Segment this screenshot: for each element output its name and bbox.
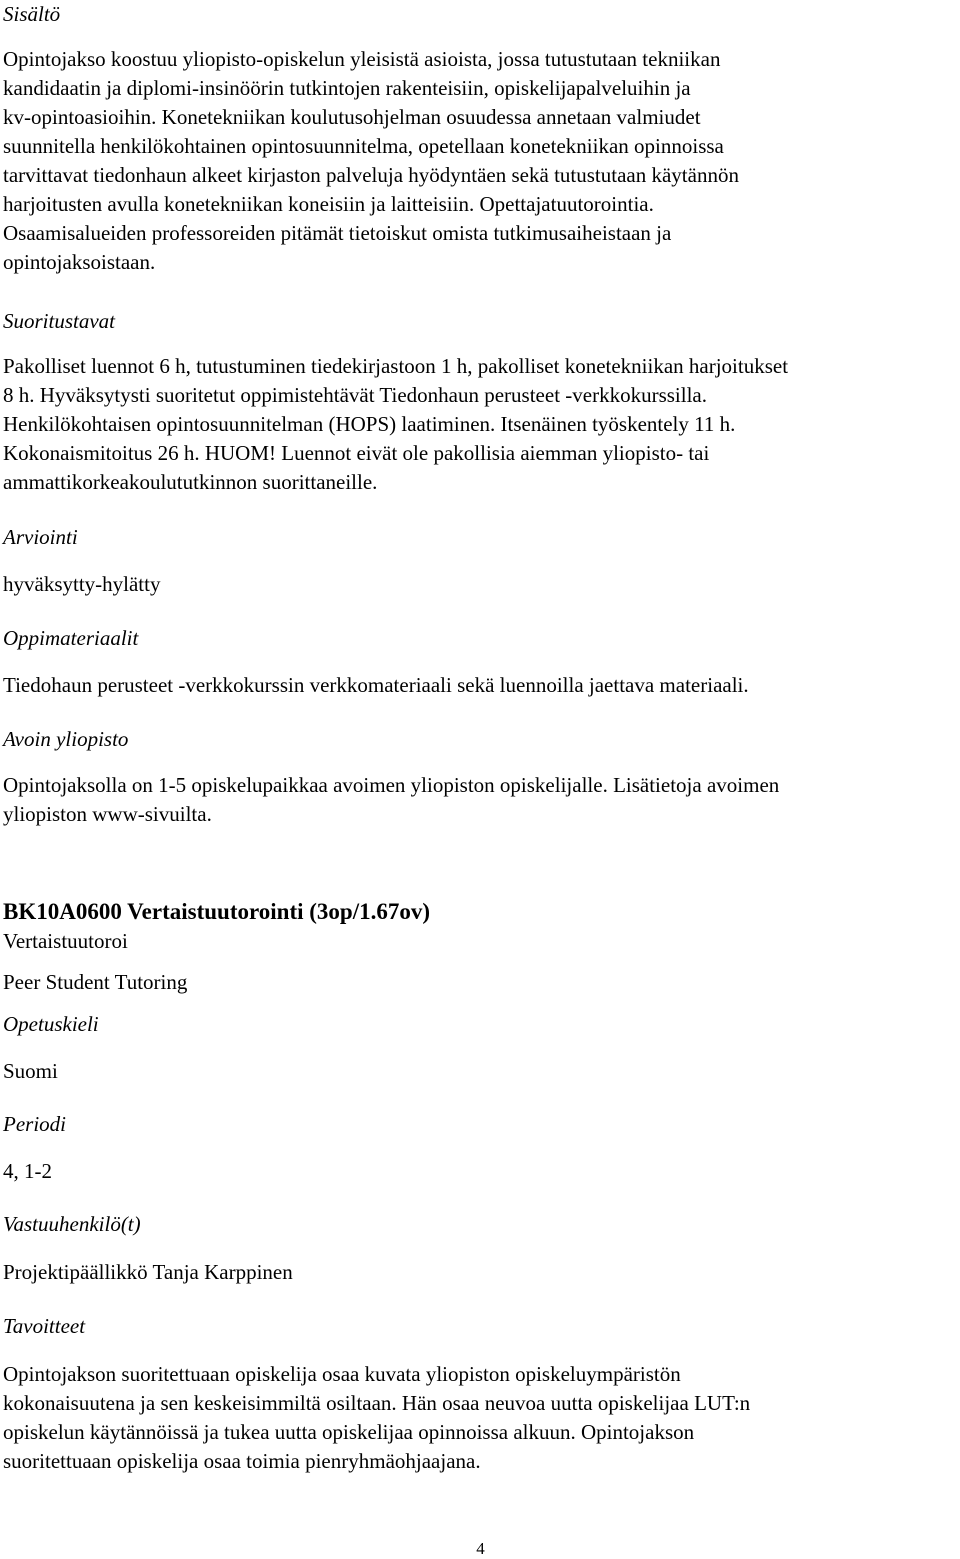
section-body-oppimateriaalit: Tiedohaun perusteet -verkkokurssin verkkomateriaali sekä luennoilla jaettava materiaali.	[3, 673, 749, 697]
text-line: Kokonaismitoitus 26 h. HUOM! Luennot eivät ole pakollisia aiemman yliopisto- tai	[3, 441, 710, 465]
text-line: suunnitella henkilökohtainen opintosuunnitelma, opetellaan konetekniikan opinnoissa	[3, 134, 724, 158]
section-heading-periodi: Periodi	[3, 1112, 66, 1136]
section-body-opetuskieli: Suomi	[3, 1059, 58, 1083]
text-line: Opintojakso koostuu yliopisto-opiskelun yleisistä asioista, jossa tutustutaan tekniikan	[3, 47, 721, 71]
text-line: Opintojaksolla on 1-5 opiskelupaikkaa avoimen yliopiston opiskelijalle. Lisätietoja avoimen	[3, 773, 780, 797]
text-line: harjoitusten avulla konetekniikan koneisiin ja laitteisiin. Opettajatuutorointia.	[3, 192, 654, 216]
section-heading-arviointi: Arviointi	[3, 525, 78, 549]
text-line: kandidaatin ja diplomi-insinöörin tutkintojen rakenteisiin, opiskelijapalveluihin ja	[3, 76, 691, 100]
text-line: suoritettuaan opiskelija osaa toimia pienryhmäohjaajana.	[3, 1449, 481, 1473]
section-heading-vastuuhenkilot: Vastuuhenkilö(t)	[3, 1212, 141, 1236]
document-page	[3, 0, 958, 1556]
page-number: 4	[476, 1539, 485, 1558]
section-body-avoin-yliopisto	[3, 771, 958, 829]
text-line: yliopiston www-sivuilta.	[3, 802, 212, 826]
section-body-periodi: 4, 1-2	[3, 1159, 52, 1183]
text-line: opintojaksoistaan.	[3, 250, 156, 274]
section-heading-suoritustavat: Suoritustavat	[3, 309, 116, 333]
section-body-vastuuhenkilot: Projektipäällikkö Tanja Karppinen	[3, 1260, 293, 1284]
section-heading-oppimateriaalit: Oppimateriaalit	[3, 626, 139, 650]
text-line: Pakolliset luennot 6 h, tutustuminen tiedekirjastoon 1 h, pakolliset konetekniikan harjoitukset	[3, 354, 789, 378]
section-heading-sisalto: Sisältö	[3, 2, 61, 26]
section-heading-tavoitteet: Tavoitteet	[3, 1314, 86, 1338]
section-body-sisalto	[3, 45, 958, 277]
text-line: tarvittavat tiedonhaun alkeet kirjaston palveluja hyödyntäen sekä tutustutaan käytännön	[3, 163, 739, 187]
section-heading-opetuskieli: Opetuskieli	[3, 1012, 99, 1036]
text-line: kv-opintoasioihin. Konetekniikan koulutusohjelman osuudessa annetaan valmiudet	[3, 105, 701, 129]
course-title: BK10A0600 Vertaistuutorointi (3op/1.67ov)	[3, 899, 431, 924]
section-body-tavoitteet	[3, 1360, 958, 1476]
text-line: ammattikorkeakoulututkinnon suorittaneille.	[3, 470, 378, 494]
section-body-arviointi: hyväksytty-hylätty	[3, 572, 161, 596]
text-line: Osaamisalueiden professoreiden pitämät tietoiskut omista tutkimusaiheistaan ja	[3, 221, 672, 245]
section-heading-avoin-yliopisto: Avoin yliopisto	[3, 727, 129, 751]
text-line: 8 h. Hyväksytysti suoritetut oppimistehtävät Tiedonhaun perusteet -verkkokurssilla.	[3, 383, 708, 407]
course-name-en: Peer Student Tutoring	[3, 970, 188, 994]
text-line: kokonaisuutena ja sen keskeisimmiltä osiltaan. Hän osaa neuvoa uutta opiskelijaa LUT:n	[3, 1391, 751, 1415]
text-line: Opintojakson suoritettuaan opiskelija osaa kuvata yliopiston opiskeluympäristön	[3, 1362, 681, 1386]
section-body-suoritustavat	[3, 352, 958, 497]
text-line: opiskelun käytännöissä ja tukea uutta opiskelijaa opinnoissa alkuun. Opintojakson	[3, 1420, 695, 1444]
text-line: Henkilökohtaisen opintosuunnitelman (HOPS) laatiminen. Itsenäinen työskentely 11 h.	[3, 412, 736, 436]
course-name-fi: Vertaistuutoroi	[3, 929, 128, 953]
